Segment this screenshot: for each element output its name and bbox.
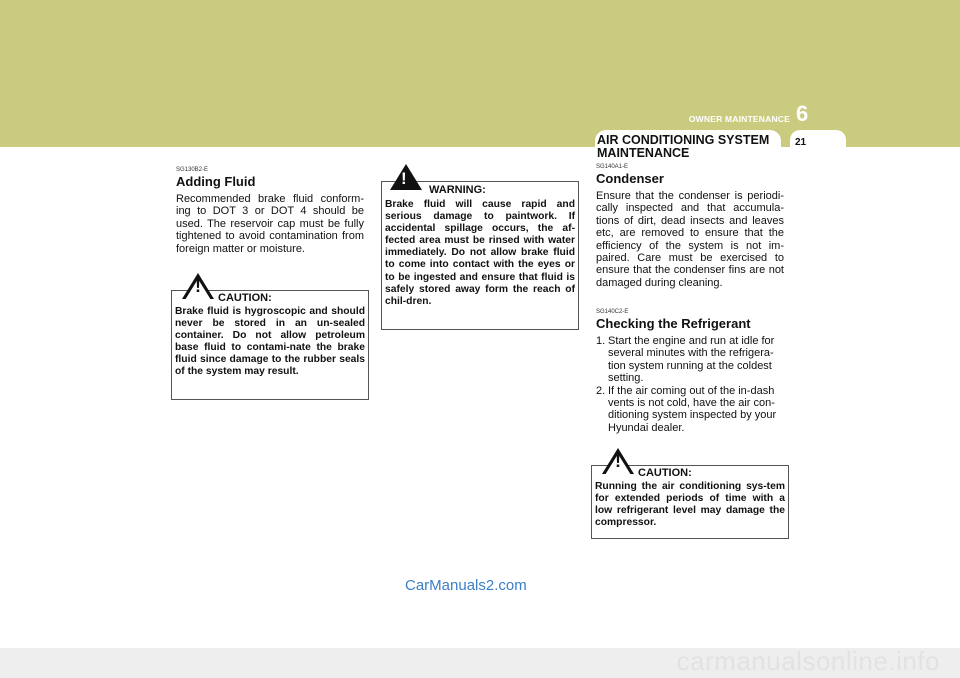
warning-title: WARNING: xyxy=(429,184,486,196)
watermark-link[interactable]: CarManuals2.com xyxy=(405,577,527,594)
caution-title: CAUTION: xyxy=(638,467,692,479)
refrigerant-section xyxy=(596,308,784,434)
footer-watermark: carmanualsonline.info xyxy=(676,646,940,676)
right-column xyxy=(596,163,784,289)
page-number: 21 xyxy=(795,137,807,148)
section-code: SG130B2-E xyxy=(176,167,209,173)
condenser-body: Ensure that the condenser is periodi-cally inspected and that accumula-tions of dirt, dead insects and leaves etc, are removed to ensure that the efficiency of the system is not im-paired. Care must be exercised to ensure that the condenser fins are not damaged during cleaning. xyxy=(596,190,784,289)
refrigerant-heading: Checking the Refrigerant xyxy=(596,316,751,331)
header-band xyxy=(0,0,960,147)
warning-box: ! WARNING: Brake fluid will cause rapid and serious damage to paintwork. If accidental spillage occurs, the af-fected area must be rinsed with water immediately. Do not allow brake fluid to come into contact with the eyes or to be ingested and ensure that fluid is safely stored away form the reach of chil-dren. xyxy=(381,181,579,330)
refrigerant-steps xyxy=(596,335,784,434)
warning-text: Brake fluid will cause rapid and serious damage to paintwork. If accidental spillage occurs, the af-fected area must be rinsed with water immediately. Do not allow brake fluid to come into contact with the eyes or to be ingested and ensure that fluid is safely stored away form the reach of chil-dren. xyxy=(385,199,575,307)
caution-box-brake: ! CAUTION: Brake fluid is hygroscopic and should never be stored in an un-sealed container. Do not allow petroleum base fluid to contami-nate the brake fluid since damage to the rubber seals of the system may result. xyxy=(171,290,369,400)
condenser-heading: Condenser xyxy=(596,171,664,186)
refrigerant-code: SG140C2-E xyxy=(596,309,629,315)
list-item-text: Start the engine and run at idle for several minutes with the refrigera-tion system running at the coldest setting. xyxy=(608,335,775,385)
page-title: AIR CONDITIONING SYSTEM MAINTENANCE xyxy=(597,133,770,160)
chapter-number: 6 xyxy=(796,101,809,126)
caution-box-refrigerant: ! CAUTION: Running the air conditioning sys-tem for extended periods of time with a low refrigerant level may damage the compressor. xyxy=(591,465,789,539)
section-label: OWNER MAINTENANCE xyxy=(688,114,790,124)
list-item xyxy=(596,385,784,435)
condenser-code: SG140A1-E xyxy=(596,164,629,170)
list-item-number: 1. xyxy=(596,335,606,347)
list-item-text: If the air coming out of the in-dash vents is not cold, have the air con-ditioning system inspected by your Hyundai dealer. xyxy=(608,384,777,434)
list-item-number: 2. xyxy=(596,384,606,397)
section-heading: Adding Fluid xyxy=(176,174,256,189)
list-item xyxy=(596,335,784,385)
caution-text: Brake fluid is hygroscopic and should never be stored in an un-sealed container. Do not allow petroleum base fluid to contami-nate the brake fluid since damage to the rubber seals of the system may result. xyxy=(175,306,365,378)
section-body: Recommended brake fluid conform-ing to DOT 3 or DOT 4 should be used. The reservoir cap must be fully tightened to avoid contamination from foreign matter or moisture. xyxy=(176,193,364,255)
left-column xyxy=(176,166,364,255)
caution-title: CAUTION: xyxy=(218,292,272,304)
caution-text: Running the air conditioning sys-tem for extended periods of time with a low refrigerant level may damage the compressor. xyxy=(595,481,785,529)
